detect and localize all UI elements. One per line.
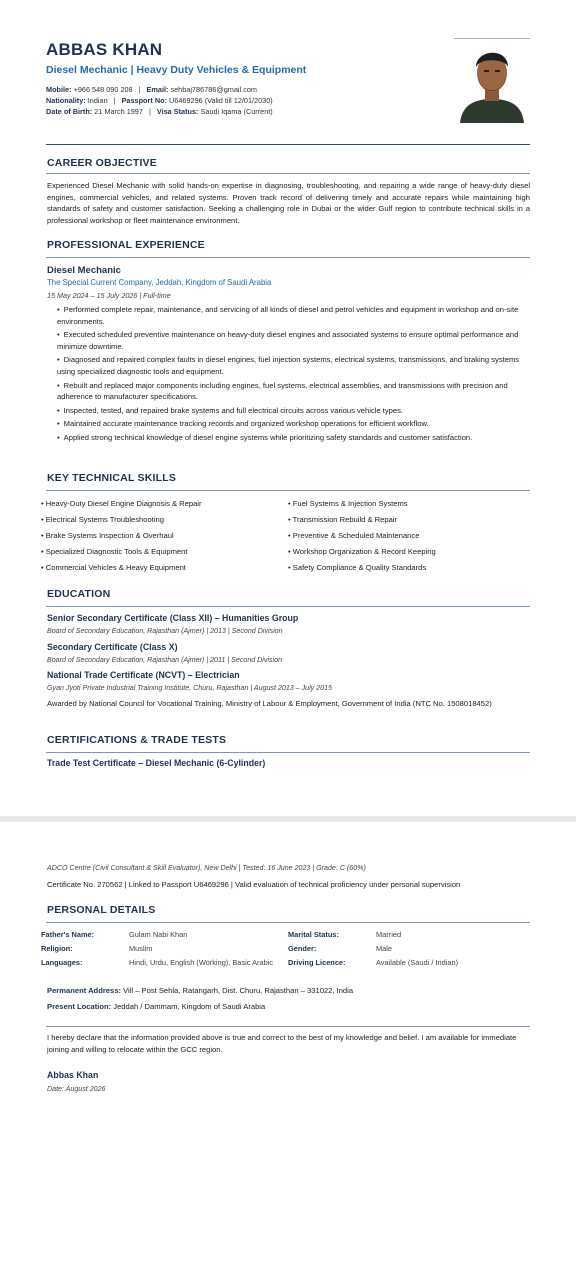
contact-line-2: Nationality: Indian | Passport No: U6469296 (Valid till 12/01/2030) <box>46 96 273 105</box>
nationality-label: Nationality: <box>46 96 86 105</box>
education-title-3: National Trade Certificate (NCVT) – Electrician <box>47 670 240 680</box>
list-item: • Performed complete repair, maintenance, and servicing of all kinds of diesel and petrol vehicles and equipment in workshop and on-site environments. <box>57 305 519 326</box>
resume-page-2 <box>0 822 576 1286</box>
education-detail-3: Gyan Jyoti Private Industrial Training Institute, Churu, Rajasthan | August 2013 – July 2015 <box>47 684 332 692</box>
job-title: Diesel Mechanic <box>47 265 121 276</box>
location-label: Present Location: <box>47 1002 112 1011</box>
signature-date: Date: August 2026 <box>47 1085 106 1093</box>
contact-line-3: Date of Birth: 21 March 1997 | Visa Status: Saudi Iqama (Current) <box>46 107 273 116</box>
certifications-divider <box>46 752 530 753</box>
list-item: • Safety Compliance & Quality Standards <box>288 563 427 572</box>
dob-value: 21 March 1997 <box>94 107 143 116</box>
address-label: Permanent Address: <box>47 986 121 995</box>
job-duties-list <box>57 304 522 446</box>
contact-line-1: Mobile: +966 548 090 208 | Email: sehbaj786786@gmail.com <box>46 85 257 94</box>
certification-issuer: ADCO Centre (Civil Consultant & Skill Evaluator), New Delhi | Tested: 16 June 2023 | Grade: C (60%) <box>47 864 366 872</box>
religion-label: Religion: <box>41 944 73 953</box>
candidate-headline: Diesel Mechanic | Heavy Duty Vehicles & Equipment <box>46 64 307 76</box>
personal-divider <box>46 922 530 923</box>
present-location <box>47 1002 265 1011</box>
email-value[interactable]: sehbaj786786@gmail.com <box>170 85 257 94</box>
father-value: Gulam Nabi Khan <box>129 930 188 939</box>
gender-value: Male <box>376 944 393 953</box>
email-label: Email: <box>146 85 169 94</box>
job-company: The Special Current Company, Jeddah, Kingdom of Saudi Arabia <box>47 278 272 287</box>
marital-label: Marital Status: <box>288 930 339 939</box>
list-item: • Fuel Systems & Injection Systems <box>288 499 408 508</box>
education-detail-2: Board of Secondary Education, Rajasthan (Ajmer) | 2011 | Second Division <box>47 656 283 664</box>
languages-label: Languages: <box>41 958 83 967</box>
list-item: • Executed scheduled preventive maintenance on heavy-duty diesel engines and associated systems to ensure optimal performance and minimize downtime. <box>57 330 519 351</box>
list-item: • Specialized Diagnostic Tools & Equipment <box>41 547 188 556</box>
avatar-illustration <box>454 39 530 123</box>
list-item: • Transmission Rebuild & Repair <box>288 515 398 524</box>
list-item: • Diagnosed and repaired complex faults in diesel engines, fuel injection systems, electrical systems, transmissions, and braking systems using specialized diagnostic tools and equipment. <box>57 355 520 376</box>
skills-heading: KEY TECHNICAL SKILLS <box>47 472 177 484</box>
experience-divider <box>46 257 530 258</box>
dob-label: Date of Birth: <box>46 107 93 116</box>
religion-value: Muslim <box>129 944 153 953</box>
personal-heading: PERSONAL DETAILS <box>47 904 156 916</box>
nationality-value: Indian <box>87 96 108 105</box>
list-item: • Workshop Organization & Record Keeping <box>288 547 436 556</box>
permanent-address <box>47 986 353 995</box>
list-item: • Inspected, tested, and repaired brake systems and full electrical circuits across various vehicle types. <box>57 405 404 415</box>
list-item: • Preventive & Scheduled Maintenance <box>288 531 420 540</box>
passport-value: U6469296 (Valid till 12/01/2030) <box>169 96 273 105</box>
declaration-divider <box>46 1026 530 1027</box>
experience-heading: PROFESSIONAL EXPERIENCE <box>47 239 205 251</box>
licence-value: Available (Saudi / Indian) <box>376 958 459 967</box>
marital-value: Married <box>376 930 402 939</box>
list-item: • Applied strong technical knowledge of diesel engine systems while prioritizing safety standards and customer satisfaction. <box>57 432 473 442</box>
education-title-1: Senior Secondary Certificate (Class XII) – Humanities Group <box>47 613 299 623</box>
list-item: • Commercial Vehicles & Heavy Equipment <box>41 563 186 572</box>
list-item: • Maintained accurate maintenance tracking records and organized workshop operations for efficient workflow. <box>57 419 429 429</box>
skills-divider <box>46 490 530 491</box>
signature-name: Abbas Khan <box>47 1070 99 1080</box>
skills-list-right <box>288 498 436 578</box>
education-award: Awarded by National Council for Vocational Training, Ministry of Labour & Employment, Government of India (NTC No. 1508018452) <box>47 699 492 708</box>
education-title-2: Secondary Certificate (Class X) <box>47 642 178 652</box>
mobile-value: +966 548 090 208 <box>73 85 133 94</box>
certification-number: Certificate No. 270562 | Linked to Passport U6469296 | Valid evaluation of technical proficiency under personal supervision <box>47 880 461 889</box>
location-value: Jeddah / Dammam, Kingdom of Saudi Arabia <box>113 1002 266 1011</box>
languages-value: Hindi, Urdu, English (Working), Basic Arabic <box>129 958 274 967</box>
education-detail-1: Board of Secondary Education, Rajasthan (Ajmer) | 2013 | Second Division <box>47 627 283 635</box>
address-value: Vill – Post Sehla, Ratangarh, Dist. Churu, Rajasthan – 331022, India <box>123 986 354 995</box>
objective-heading: CAREER OBJECTIVE <box>47 157 157 169</box>
candidate-name: ABBAS KHAN <box>46 40 163 59</box>
skills-list-left <box>41 498 202 578</box>
objective-divider <box>46 173 530 174</box>
profile-photo <box>454 38 530 123</box>
education-divider <box>46 606 530 607</box>
passport-label: Passport No: <box>121 96 167 105</box>
list-item: • Heavy-Duty Diesel Engine Diagnosis & Repair <box>41 499 202 508</box>
licence-label: Driving Licence: <box>288 958 346 967</box>
gender-label: Gender: <box>288 944 317 953</box>
visa-value: Saudi Iqama (Current) <box>200 107 273 116</box>
header-divider <box>46 144 530 145</box>
objective-text: Experienced Diesel Mechanic with solid hands-on expertise in diagnosing, troubleshooting, and repairing a wide range of heavy-duty diesel engines, commercial vehicles, and related systems. Proven track record of delivering timely and accurate repairs while maintaining high standards of safety and customer satisfaction. Seeking a challenging role in Dubai or the wider Gulf region to contribute technical skills in a professional workshop or fleet maintenance environment. <box>47 181 530 225</box>
list-item: • Electrical Systems Troubleshooting <box>41 515 164 524</box>
visa-label: Visa Status: <box>156 107 199 116</box>
certifications-heading: CERTIFICATIONS & TRADE TESTS <box>47 734 227 746</box>
list-item: • Brake Systems Inspection & Overhaul <box>41 531 174 540</box>
certification-title: Trade Test Certificate – Diesel Mechanic (6-Cylinder) <box>47 758 266 768</box>
father-label: Father's Name: <box>41 930 95 939</box>
education-heading: EDUCATION <box>47 588 111 600</box>
job-dates: 15 May 2024 – 15 July 2026 | Full-time <box>47 291 171 300</box>
declaration-text: I hereby declare that the information provided above is true and correct to the best of my knowledge and belief. I am available for immediate joining and willing to relocate within the GCC region. <box>47 1033 517 1054</box>
mobile-label: Mobile: <box>46 85 72 94</box>
list-item: • Rebuilt and replaced major components including engines, fuel systems, electrical assemblies, and transmissions with precision and adherence to manufacturer specifications. <box>57 380 508 402</box>
